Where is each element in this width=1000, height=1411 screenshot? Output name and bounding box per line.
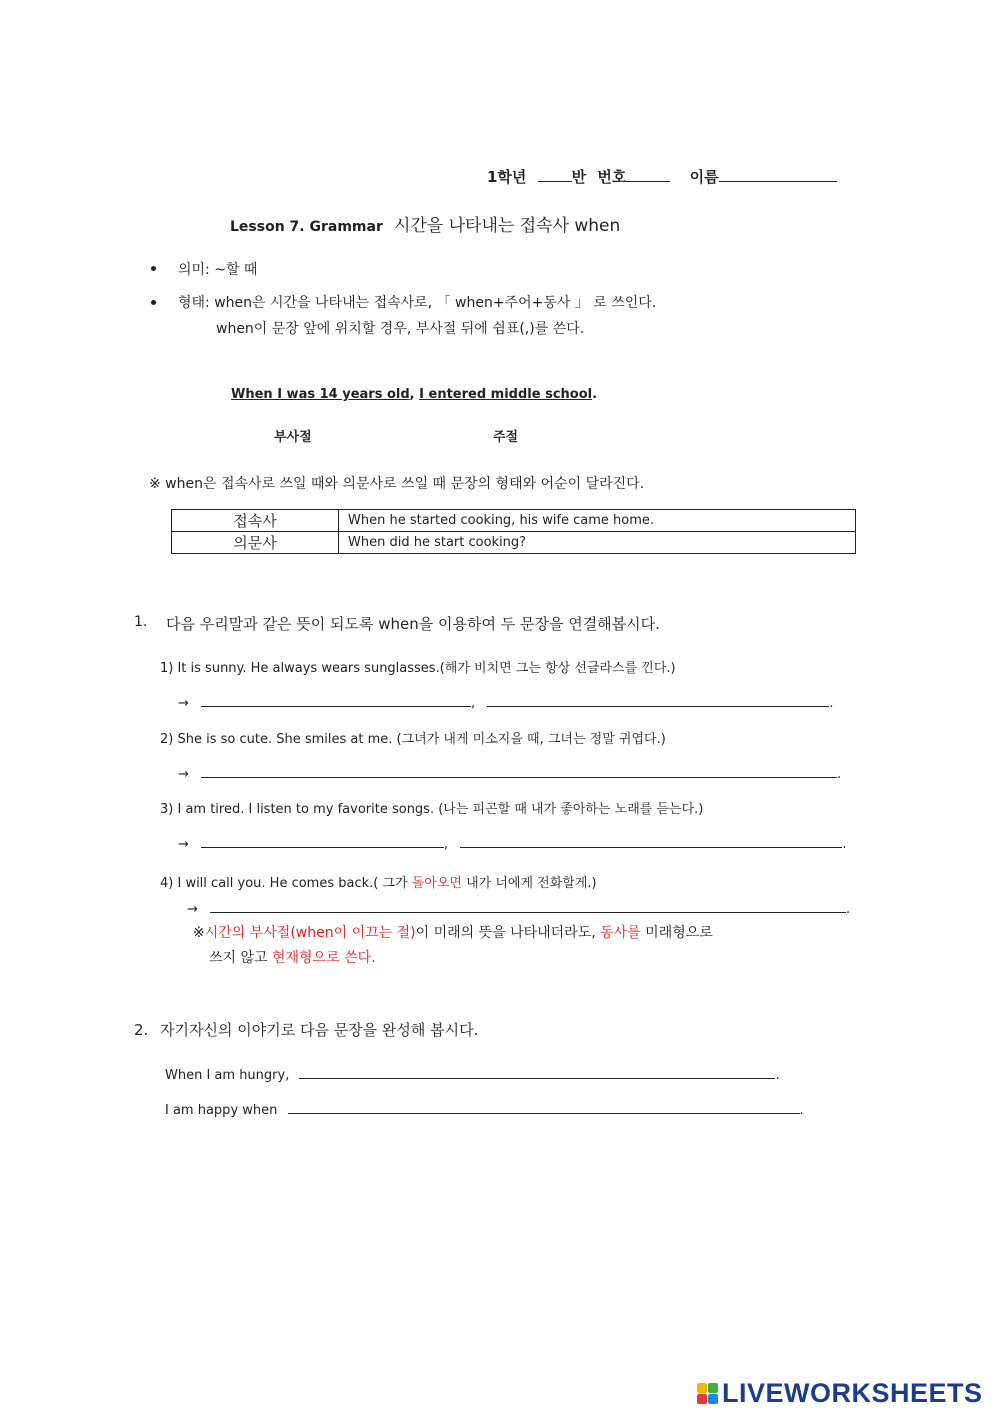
table-row (172, 532, 856, 554)
logo-square (697, 1383, 707, 1393)
table-value-cell: When he started cooking, his wife came home. (339, 510, 856, 532)
tip-highlight-2: 동사를 (600, 925, 641, 941)
table-value-cell: When did he start cooking? (339, 532, 856, 554)
q2-line-2 (165, 1099, 804, 1118)
q1-item-3: 3) I am tired. I listen to my favorite songs. (나는 피곤할 때 내가 좋아하는 노래를 듣는다.) (160, 802, 704, 817)
logo-square (708, 1394, 718, 1404)
answer-line-1 (178, 692, 833, 711)
bullet-dot (151, 266, 156, 271)
name-label: 이름 (689, 168, 719, 186)
logo-square (708, 1383, 718, 1393)
form-line-1: 형태: when은 시간을 나타내는 접속사로, 「 when+주어+동사 」 로 쓰인다. (178, 295, 657, 311)
tip-highlight-3: 현재형으로 쓴다. (272, 950, 376, 966)
grade-label: 1학년 (487, 168, 527, 186)
q2-line-2-text: I am happy when (165, 1103, 278, 1118)
page-title (230, 211, 620, 236)
q1-item-4 (160, 872, 597, 891)
answer-blank[interactable] (299, 1064, 775, 1079)
logo-text: LIVEWORKSHEETS (722, 1378, 983, 1408)
meaning-text: 의미: ~할 때 (178, 262, 258, 278)
note-text: ※ when은 접속사로 쓰일 때와 의문사로 쓰일 때 문장의 형태와 어순이 달라진다. (149, 476, 645, 492)
example-clause-1: When I was 14 years old (231, 387, 410, 402)
q1-item-2: 2) She is so cute. She smiles at me. (그녀가 내게 미소지을 때, 그녀는 정말 귀엽다.) (160, 732, 666, 747)
title-main: 시간을 나타내는 접속사 when (393, 216, 621, 236)
q1-instruction: 다음 우리말과 같은 뜻이 되도록 when을 이용하여 두 문장을 연결해봅시다. (166, 615, 660, 633)
q2-line-1 (165, 1064, 780, 1083)
comma: , (471, 696, 476, 711)
bullet-dot (151, 300, 156, 305)
arrow-icon: → (178, 767, 189, 782)
period: . (837, 767, 842, 782)
arrow-icon: → (178, 696, 189, 711)
answer-blank[interactable] (201, 833, 444, 848)
period: . (799, 1103, 804, 1118)
period: . (829, 696, 834, 711)
answer-blank[interactable] (201, 692, 471, 707)
table-label-cell: 접속사 (172, 510, 339, 532)
q1-item-1: 1) It is sunny. He always wears sunglasses.(해가 비치면 그는 항상 선글라스를 낀다.) (160, 661, 676, 676)
title-prefix: Lesson 7. Grammar (230, 219, 383, 235)
tip-text-2: 미래형으로 (640, 925, 713, 941)
table-label-cell: 의문사 (172, 532, 339, 554)
logo-square (697, 1394, 707, 1404)
q2-number: 2. (134, 1021, 149, 1039)
q1-item-4-text-a: 4) I will call you. He comes back.( 그가 (160, 876, 412, 891)
example-period: . (592, 387, 598, 402)
answer-blank[interactable] (201, 763, 837, 778)
liveworksheets-logo (697, 1378, 983, 1409)
name-blank[interactable] (719, 167, 837, 182)
q1-number: 1. (134, 614, 148, 630)
q1-item-4-highlight: 돌아오면 (411, 876, 462, 891)
number-label: 번호 (597, 168, 627, 186)
example-sentence (231, 387, 597, 402)
example-comma: , (409, 387, 415, 402)
number-blank[interactable] (626, 167, 670, 182)
example-label-main: 주절 (493, 430, 519, 445)
arrow-icon: → (178, 837, 189, 852)
comma: , (444, 837, 449, 852)
tip-line-2 (209, 947, 376, 967)
tip-text-3: 쓰지 않고 (209, 950, 272, 966)
table-row (172, 510, 856, 532)
arrow-icon: → (187, 902, 198, 917)
comparison-table (171, 509, 856, 554)
q1-item-4-text-b: 내가 너에게 전화할게.) (461, 876, 597, 891)
answer-line-4 (187, 898, 850, 917)
answer-line-2 (178, 763, 841, 782)
answer-blank[interactable] (460, 833, 842, 848)
class-label: 반 (571, 168, 587, 186)
period: . (775, 1068, 780, 1083)
tip-line-1 (193, 922, 713, 942)
tip-highlight-1: 시간의 부사절(when이 이끄는 절) (204, 925, 416, 941)
answer-line-3 (178, 833, 846, 852)
form-line-2: when이 문장 앞에 위치할 경우, 부사절 뒤에 쉼표(,)를 쓴다. (216, 321, 585, 337)
period: . (842, 837, 847, 852)
class-blank[interactable] (538, 167, 572, 182)
example-clause-2: I entered middle school (419, 387, 593, 402)
q2-line-1-text: When I am hungry, (165, 1068, 290, 1083)
answer-blank[interactable] (487, 692, 829, 707)
student-info-line (487, 166, 837, 187)
logo-icon (697, 1383, 718, 1404)
example-label-adverbial: 부사절 (274, 430, 312, 445)
period: . (846, 902, 851, 917)
answer-blank[interactable] (288, 1099, 800, 1114)
answer-blank[interactable] (210, 898, 846, 913)
tip-mark: ※ (193, 925, 205, 941)
tip-text-1: 이 미래의 뜻을 나타내더라도, (415, 925, 601, 941)
q2-instruction: 자기자신의 이야기로 다음 문장을 완성해 봅시다. (160, 1021, 479, 1039)
